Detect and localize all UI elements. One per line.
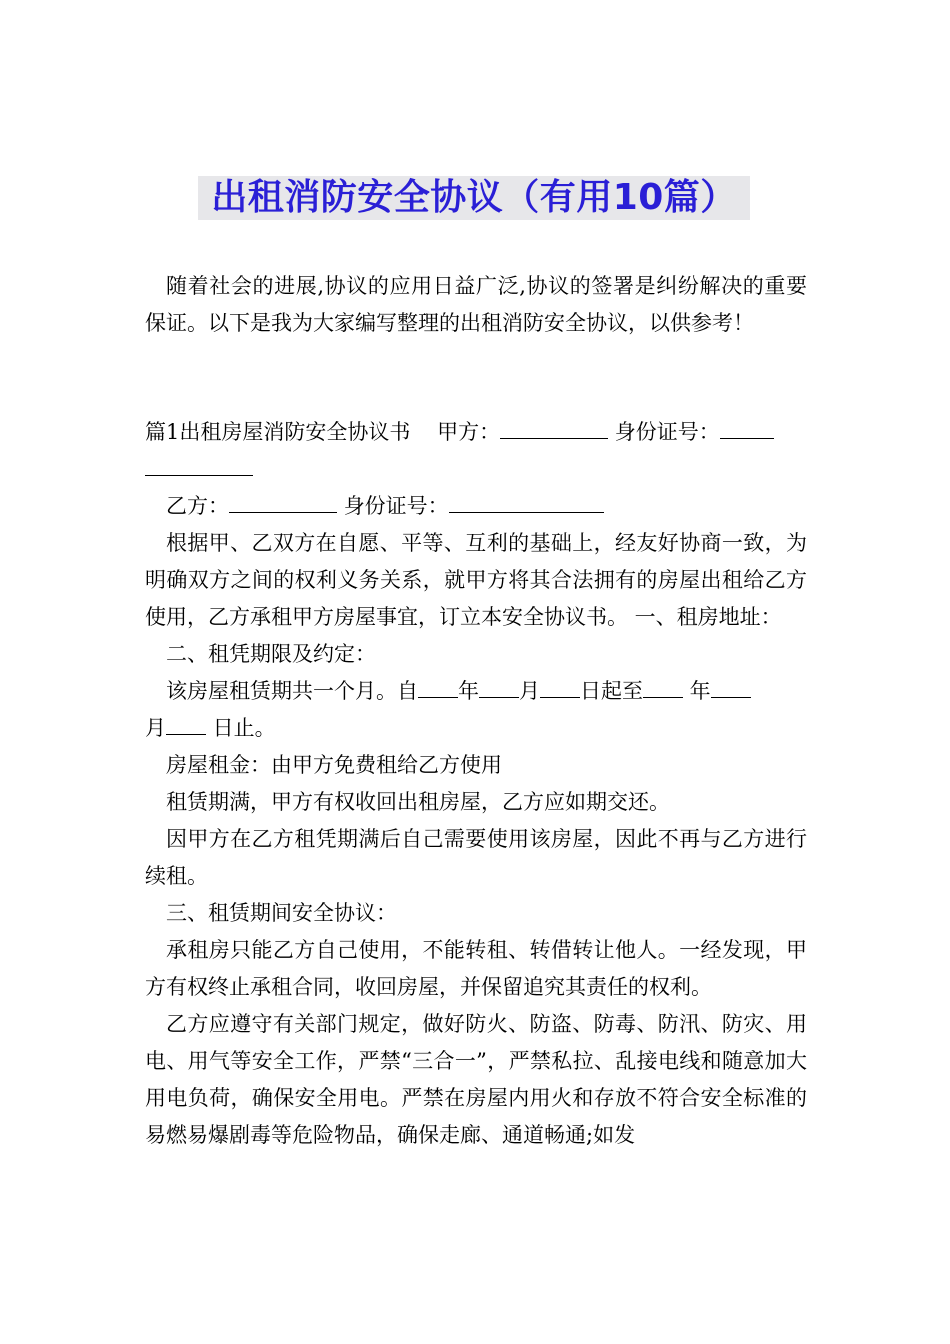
term-year-1: 年 [458, 679, 479, 703]
term-text-start: 该房屋租赁期共一个月。自 [166, 679, 418, 703]
section-1 [145, 414, 807, 1154]
blank-month-2 [711, 677, 751, 698]
party-b-blank [229, 492, 337, 513]
intro-paragraph: 随着社会的进展,协议的应用日益广泛,协议的签署是纠纷解决的重要保证。以下是我为大家编写整理的出租消防安全协议，以供参考！ [145, 274, 807, 335]
blank-month-1 [479, 677, 519, 698]
id-label-a: 身份证号： [614, 420, 720, 444]
term-month-2: 月 [145, 716, 166, 740]
party-a-label: 甲方： [437, 420, 501, 444]
party-b-line [145, 488, 807, 525]
paragraph-term-heading: 二、租凭期限及约定： [166, 642, 376, 666]
paragraph-term-dates [145, 673, 807, 747]
id-label-b: 身份证号： [343, 494, 449, 518]
blank-year-1 [418, 677, 458, 698]
term-year-2: 年 [683, 679, 711, 703]
blank-day-2 [166, 714, 206, 735]
blank-day-1 [540, 677, 580, 698]
section-heading-line [145, 414, 807, 488]
paragraph-safety-heading: 三、租赁期间安全协议： [166, 901, 397, 925]
party-a-blank [500, 418, 608, 439]
paragraph-expiry: 租赁期满，甲方有权收回出租房屋，乙方应如期交还。 [166, 790, 670, 814]
paragraph-fire-safety: 乙方应遵守有关部门规定，做好防火、防盗、防毒、防汛、防灾、用电、用气等安全工作，严禁“三合一”，严禁私拉、乱接电线和随意加大用电负荷，确保安全用电。严禁在房屋内用火和存放不符合安全标准的易燃易爆剧毒等危险物品，确保走廊、通道畅通;如发 [145, 1012, 807, 1147]
term-month-1: 月 [519, 679, 540, 703]
paragraph-rent: 房屋租金：由甲方免费租给乙方使用 [166, 753, 502, 777]
section-heading: 篇1出租房屋消防安全协议书 [145, 420, 411, 444]
paragraph-agreement: 根据甲、乙双方在自愿、平等、互利的基础上，经友好协商一致，为明确双方之间的权利义务关系，就甲方将其合法拥有的房屋出租给乙方使用，乙方承租甲方房屋事宜，订立本安全协议书。 一、租房地址： [145, 531, 807, 629]
party-b-label: 乙方： [166, 494, 229, 518]
id-a-blank-1 [720, 418, 774, 439]
id-b-blank [449, 492, 604, 513]
term-day-1: 日起至 [580, 679, 643, 703]
intro-block [145, 268, 807, 342]
id-a-blank-2 [145, 455, 253, 476]
title-highlight [198, 176, 750, 220]
paragraph-no-renewal: 因甲方在乙方租凭期满后自己需要使用该房屋，因此不再与乙方进行续租。 [145, 827, 807, 888]
paragraph-sublet: 承租房只能乙方自己使用，不能转租、转借转让他人。一经发现，甲方有权终止承租合同，收回房屋，并保留追究其责任的权利。 [145, 938, 807, 999]
term-day-2: 日止。 [206, 716, 276, 740]
blank-year-2 [643, 677, 683, 698]
document-title: 出租消防安全协议（有用10篇） [211, 177, 737, 218]
